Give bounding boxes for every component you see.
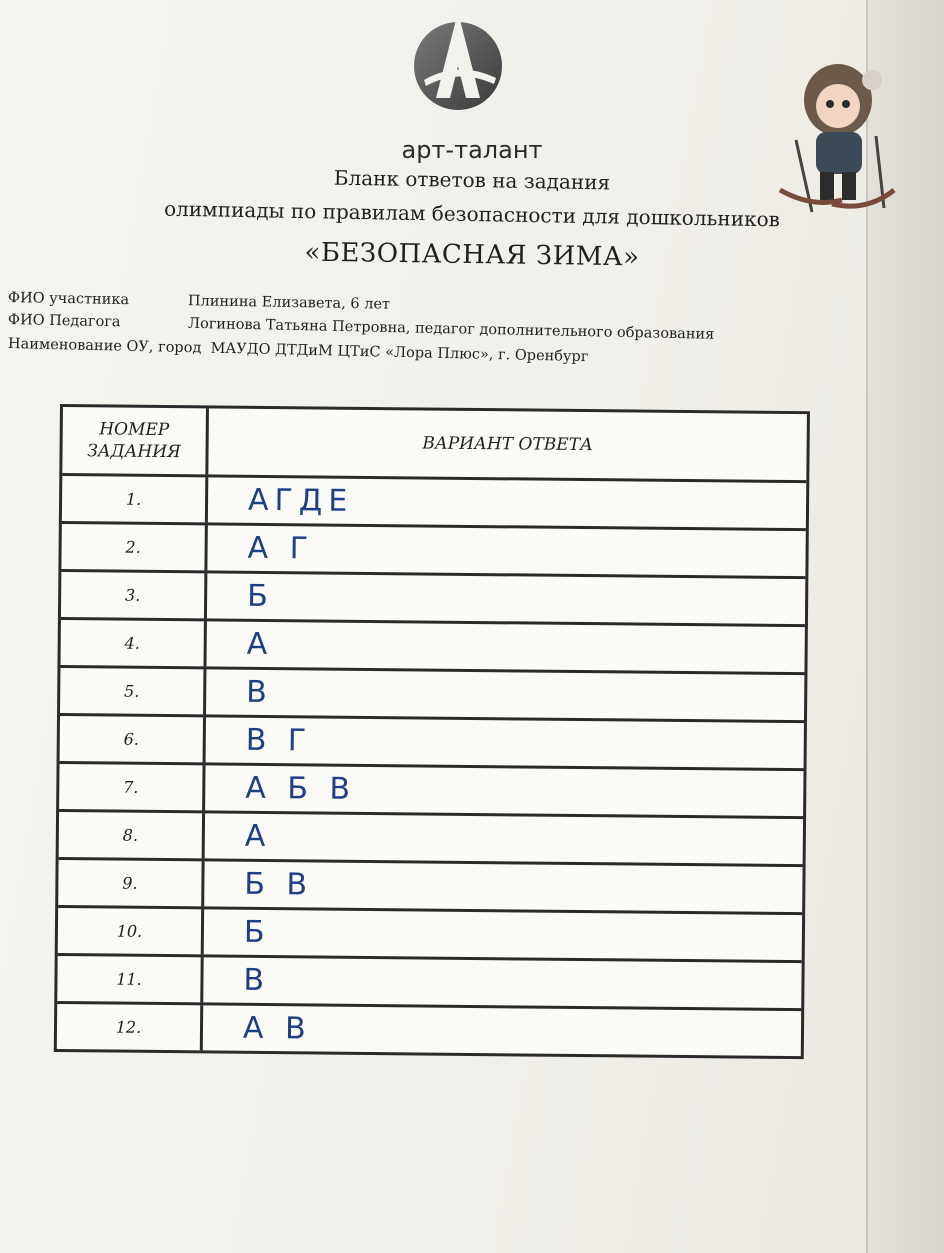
handwritten-answer: А [246,626,274,663]
title-line-2: олимпиады по правилам безопасности для дошкольников [163,196,781,232]
table-row [62,473,806,528]
task-number: 11. [57,956,203,1002]
task-number: 8. [59,812,205,858]
table-header [62,407,807,480]
table-row [61,569,805,624]
table-row [57,1001,801,1056]
table-row [61,521,805,576]
table-row [59,761,803,816]
task-number: 9. [58,860,204,906]
art-talant-logo [406,8,510,118]
handwritten-answer: АГДЕ [247,482,354,519]
task-number: 10. [58,908,204,954]
handwritten-answer: В [243,962,271,999]
participant-label: ФИО участника [7,290,130,309]
task-number: 7. [59,764,205,810]
handwritten-answer: В Г [245,722,313,759]
handwritten-answer: Б [243,914,271,951]
header-answer: ВАРИАНТ ОТВЕТА [422,433,593,456]
table-row [59,809,803,864]
task-number: 2. [61,524,207,570]
handwritten-answer: А Г [247,530,315,567]
school-label: Наименование ОУ, город [7,336,202,357]
handwritten-answer: А В [242,1010,312,1047]
table-row [60,665,804,720]
brand-name: арт-талант [401,136,543,164]
teacher-label: ФИО Педагога [7,312,121,331]
task-number: 4. [60,620,206,666]
header-num-line-1: НОМЕР [99,419,170,441]
table-row [57,953,801,1008]
table-row [58,905,802,960]
handwritten-answer: Б В [244,866,314,903]
answer-table [54,404,810,1059]
teacher-value: Логинова Татьяна Петровна, педагог дополнительного образования [187,315,715,343]
table-row [58,857,802,912]
handwritten-answer: А [244,818,272,855]
skier-mascot-image [772,40,902,215]
participant-row [8,290,390,313]
header-num-line-2: ЗАДАНИЯ [87,441,181,463]
header-task-number [62,407,209,474]
handwritten-answer: Б [246,578,274,615]
table-row [60,617,804,672]
participant-value: Плинина Елизавета, 6 лет [187,293,391,313]
task-number: 1. [62,476,208,522]
task-number: 3. [61,572,207,618]
task-number: 5. [60,668,206,714]
school-row [8,336,589,365]
table-row [60,713,804,768]
task-number: 12. [57,1004,203,1050]
olympiad-title: «БЕЗОПАСНАЯ ЗИМА» [304,237,640,273]
title-line-1: Бланк ответов на задания [333,165,611,195]
handwritten-answer: А Б В [245,770,357,807]
handwritten-answer: В [246,674,274,711]
school-value: МАУДО ДТДиМ ЦТиС «Лора Плюс», г. Оренбург [210,340,589,366]
task-number: 6. [60,716,206,762]
